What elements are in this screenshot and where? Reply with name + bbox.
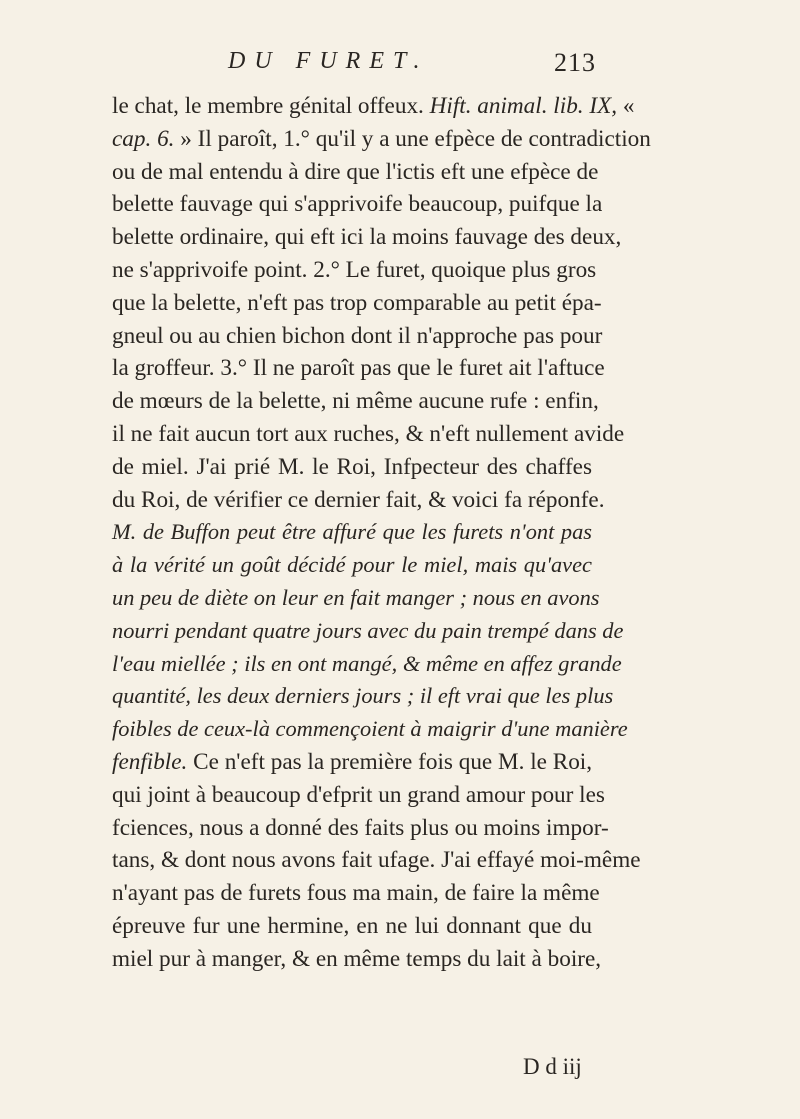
roman-segment: de mœurs de la belette, ni même aucune rufe : enfin, [112,388,599,415]
text-line [112,812,609,845]
roman-segment: « [617,93,635,119]
roman-segment: il ne fait aucun tort aux ruches, & n'eft nullement avide [112,420,625,447]
roman-segment: que la belette, n'eft pas trop comparable au petit épa- [112,289,602,316]
roman-segment: miel pur à manger, & en même temps du lait à boire, [112,945,602,972]
text-line [112,549,592,582]
running-header [228,44,596,84]
text-line [112,287,602,320]
text-line [112,680,614,713]
text-line [112,615,624,648]
italic-segment: nourri pendant quatre jours avec du pain trempé dans de [112,617,624,643]
text-line [112,648,622,681]
signature-mark: D d iij [523,1054,582,1079]
text-line [112,713,628,746]
roman-segment: du Roi, de vérifier ce dernier fait, & voici fa réponfe. [112,486,605,513]
roman-segment: tans, & dont nous avons fait ufage. J'ai effayé moi-même [112,847,641,874]
text-line [112,943,602,976]
text-line [112,516,592,549]
roman-segment: fciences, nous a donné des faits plus ou moins impor- [112,814,609,841]
page-number: 213 [554,48,596,77]
roman-segment: gneul ou au chien bichon dont il n'approche pas pour [112,322,603,349]
text-line [112,156,599,189]
text-line [112,484,605,517]
text-line [112,90,635,123]
text-line [112,746,592,779]
text-line [112,385,599,418]
roman-segment: n'ayant pas de furets fous ma main, de faire la même [112,880,600,907]
text-line [112,352,605,385]
text-line [112,582,600,615]
roman-segment: Ce n'eft pas la première fois que M. le Roi, [187,748,593,775]
text-line [112,910,592,943]
text-line [112,418,625,451]
roman-segment: épreuve fur une hermine, en ne lui donnant que du [112,912,592,939]
body-text [112,90,651,976]
roman-segment: de miel. J'ai prié M. le Roi, Infpecteur des chaffes [112,453,592,480]
italic-segment: cap. 6. [112,125,175,152]
roman-segment: belette fauvage qui s'apprivoife beaucoup, puifque la [112,191,603,218]
text-line [112,221,622,254]
text-line [112,123,651,156]
italic-segment: Hift. animal. lib. IX, [429,93,618,119]
roman-segment: la groffeur. 3.° Il ne paroît pas que le furet ait l'aftuce [112,355,605,382]
italic-segment: à la vérité un goût décidé pour le miel, mais qu'avec [112,552,592,578]
italic-segment: un peu de diète on leur en fait manger ; nous en avons [112,584,600,610]
text-line [112,844,641,877]
running-title: DU FURET. [228,48,429,74]
italic-segment: foibles de ceux-là commençoient à maigrir d'une manière [112,716,628,742]
text-line [112,779,605,812]
text-line [112,451,592,484]
roman-segment: qui joint à beaucoup d'efprit un grand amour pour les [112,781,605,808]
text-line [112,188,603,221]
roman-segment: » Il paroît, 1.° qu'il y a une efpèce de contradiction [174,125,651,152]
text-line [112,320,603,353]
italic-segment: quantité, les deux derniers jours ; il eft vrai que les plus [112,683,614,709]
italic-segment: l'eau miellée ; ils en ont mangé, & même en affez grande [112,650,622,676]
roman-segment: belette ordinaire, qui eft ici la moins fauvage des deux, [112,224,622,251]
italic-segment: fenfible. [112,748,188,775]
text-line [112,254,597,287]
roman-segment: ne s'apprivoife point. 2.° Le furet, quoique plus gros [112,256,597,283]
text-line [112,877,600,910]
italic-segment: M. de Buffon peut être affuré que les furets n'ont pas [112,519,592,545]
roman-segment: ou de mal entendu à dire que l'ictis eft une efpèce de [112,158,599,185]
roman-segment: le chat, le membre génital offeux. [112,93,430,119]
